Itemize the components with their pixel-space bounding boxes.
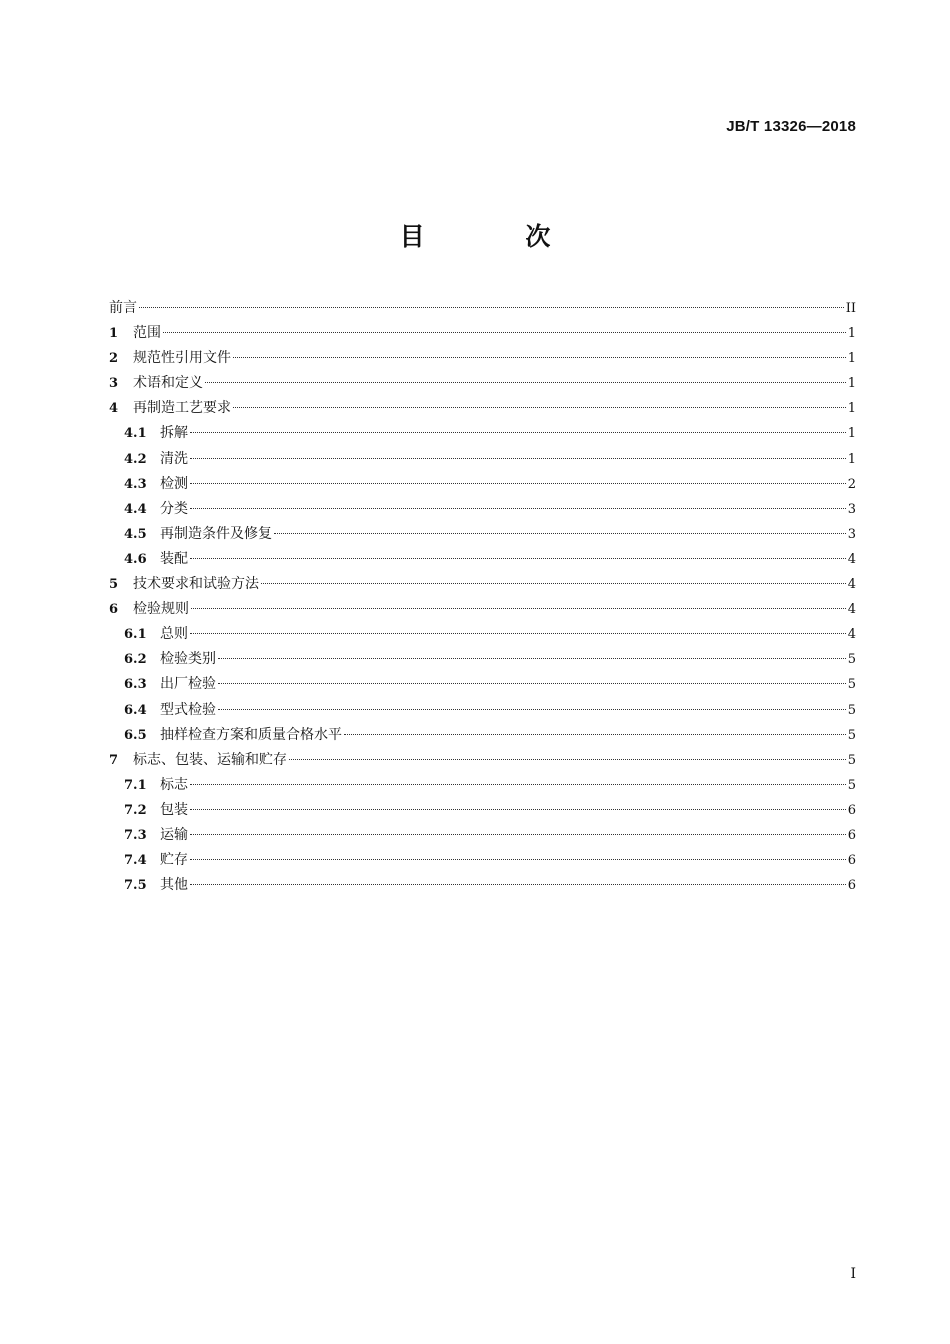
toc-entry[interactable]	[109, 472, 856, 497]
toc-entry[interactable]	[109, 547, 856, 572]
toc-entry-number: 6.4	[124, 702, 147, 718]
toc-dot-leader	[218, 683, 846, 684]
toc-entry[interactable]	[109, 497, 856, 522]
toc-entry-page: 1	[847, 451, 856, 467]
toc-entry-page: II	[845, 301, 856, 316]
toc-entry-page: 3	[847, 526, 856, 542]
toc-entry[interactable]	[109, 848, 856, 873]
toc-dot-leader	[163, 332, 846, 333]
toc-entry-page: 6	[847, 878, 856, 894]
toc-entry-number: 4.4	[124, 501, 147, 517]
toc-entry-number: 4.3	[124, 476, 147, 492]
toc-entry-page: 5	[847, 752, 856, 768]
toc-entry-page: 6	[847, 827, 856, 843]
toc-entry[interactable]	[109, 622, 856, 647]
toc-dot-leader	[139, 307, 844, 308]
toc-entry[interactable]	[109, 823, 856, 848]
toc-entry-label: 总则	[160, 626, 188, 643]
toc-entry-label: 其他	[160, 877, 188, 894]
toc-title: 目 次	[399, 222, 597, 251]
toc-dot-leader	[233, 407, 846, 408]
toc-entry-label: 分类	[160, 500, 188, 517]
toc-dot-leader	[190, 483, 846, 484]
toc-entry-number: 7.4	[124, 853, 147, 869]
toc-entry-label: 出厂检验	[160, 676, 216, 693]
toc-entry-page: 4	[847, 551, 856, 567]
toc-dot-leader	[190, 884, 846, 885]
toc-entry-number: 6.3	[124, 677, 147, 693]
toc-entry-label: 再制造条件及修复	[160, 525, 272, 542]
toc-entry-number: 1	[109, 326, 119, 342]
toc-entry-label: 贮存	[160, 852, 188, 869]
toc-entry-number: 6.2	[124, 652, 147, 668]
toc-dot-leader	[191, 608, 846, 609]
toc-entry[interactable]	[109, 723, 856, 748]
toc-entry-label: 范围	[133, 325, 161, 342]
toc-entry[interactable]	[109, 396, 856, 421]
toc-dot-leader	[190, 558, 846, 559]
toc-entry-number: 4	[109, 401, 119, 417]
toc-entry-page: 3	[847, 501, 856, 517]
toc-entry[interactable]	[109, 798, 856, 823]
toc-entry-page: 2	[847, 476, 856, 492]
toc-entry-page: 5	[847, 777, 856, 793]
toc-entry-number: 6	[109, 602, 119, 618]
toc-entry-label: 型式检验	[160, 701, 216, 718]
toc-entry[interactable]	[109, 346, 856, 371]
toc-entry-number: 4.6	[124, 551, 147, 567]
toc-entry-label: 装配	[160, 550, 188, 567]
toc-entry-label: 抽样检查方案和质量合格水平	[160, 726, 342, 743]
toc-dot-leader	[218, 709, 846, 710]
toc-entry-page: 4	[847, 627, 856, 643]
toc-dot-leader	[190, 834, 846, 835]
toc-entry[interactable]	[109, 421, 856, 446]
toc-entry-label: 检验类别	[160, 651, 216, 668]
toc-dot-leader	[274, 533, 846, 534]
toc-entry-label: 标志	[160, 776, 188, 793]
toc-entry-page: 1	[847, 351, 856, 367]
toc-dot-leader	[218, 658, 846, 659]
toc-dot-leader	[190, 809, 846, 810]
toc-entry[interactable]	[109, 597, 856, 622]
toc-entry-label: 检测	[160, 475, 188, 492]
toc-entry[interactable]	[109, 873, 856, 898]
toc-entry-label: 拆解	[160, 425, 188, 442]
toc-entry-number: 4.5	[124, 526, 147, 542]
toc-entry-number: 7.1	[124, 777, 147, 793]
toc-entry[interactable]	[109, 371, 856, 396]
toc-dot-leader	[190, 784, 846, 785]
toc-entry[interactable]	[109, 698, 856, 723]
toc-dot-leader	[261, 583, 846, 584]
toc-entry-page: 1	[847, 401, 856, 417]
toc-entry-label: 运输	[160, 826, 188, 843]
toc-entry-number: 2	[109, 351, 119, 367]
toc-entry-number: 7.3	[124, 827, 147, 843]
toc-entry[interactable]	[109, 672, 856, 697]
toc-entry[interactable]	[109, 773, 856, 798]
toc-entry-page: 1	[847, 326, 856, 342]
toc-entry-label: 规范性引用文件	[133, 350, 231, 367]
toc-entry-label: 清洗	[160, 450, 188, 467]
toc-entry-label: 检验规则	[133, 601, 189, 618]
toc-dot-leader	[190, 633, 846, 634]
toc-entry-number: 7	[109, 752, 119, 768]
table-of-contents	[109, 296, 856, 898]
toc-entry-label: 技术要求和试验方法	[133, 576, 259, 593]
toc-entry-number: 5	[109, 577, 119, 593]
toc-entry-page: 5	[847, 652, 856, 668]
toc-dot-leader	[190, 859, 846, 860]
toc-entry-page: 4	[847, 602, 856, 618]
toc-entry[interactable]	[109, 447, 856, 472]
toc-entry[interactable]	[109, 572, 856, 597]
toc-dot-leader	[205, 382, 846, 383]
toc-entry-label: 前言	[109, 300, 137, 316]
toc-entry-number: 7.2	[124, 802, 147, 818]
toc-dot-leader	[190, 432, 846, 433]
toc-entry-label: 再制造工艺要求	[133, 400, 231, 417]
toc-entry-page: 5	[847, 727, 856, 743]
toc-dot-leader	[233, 357, 846, 358]
standard-code: JB/T 13326—2018	[726, 118, 856, 135]
toc-entry-number: 3	[109, 376, 119, 392]
toc-entry[interactable]	[109, 748, 856, 773]
toc-entry-label: 标志、包装、运输和贮存	[133, 751, 287, 768]
toc-entry[interactable]	[109, 296, 856, 321]
toc-entry-number: 4.2	[124, 451, 147, 467]
toc-entry-page: 1	[847, 426, 856, 442]
toc-entry-page: 1	[847, 376, 856, 392]
toc-entry-number: 6.5	[124, 727, 147, 743]
toc-entry-number: 7.5	[124, 878, 147, 894]
toc-entry-number: 4.1	[124, 426, 147, 442]
toc-entry-page: 6	[847, 853, 856, 869]
toc-entry-page: 6	[847, 802, 856, 818]
toc-dot-leader	[289, 759, 846, 760]
toc-entry-page: 4	[847, 577, 856, 593]
toc-entry[interactable]	[109, 321, 856, 346]
toc-entry-page: 5	[847, 677, 856, 693]
toc-entry[interactable]	[109, 647, 856, 672]
toc-entry-number: 6.1	[124, 627, 147, 643]
toc-dot-leader	[344, 734, 846, 735]
toc-dot-leader	[190, 458, 846, 459]
toc-entry[interactable]	[109, 522, 856, 547]
page-number: I	[850, 1266, 856, 1282]
toc-entry-page: 5	[847, 702, 856, 718]
toc-dot-leader	[190, 508, 846, 509]
toc-entry-label: 术语和定义	[133, 375, 203, 392]
toc-entry-label: 包装	[160, 801, 188, 818]
